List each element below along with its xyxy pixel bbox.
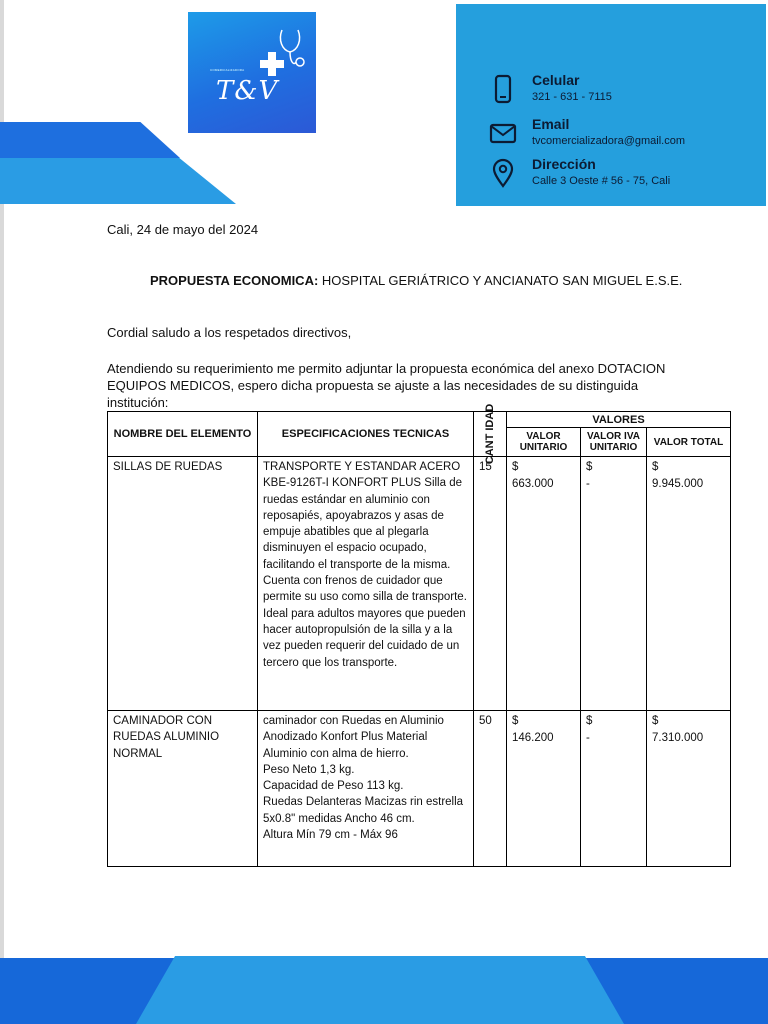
table-row bbox=[108, 457, 731, 711]
header-name: NOMBRE DEL ELEMENTO bbox=[108, 412, 258, 457]
cell-total bbox=[647, 711, 731, 867]
cell-iva bbox=[581, 711, 647, 867]
total-value: 7.310.000 bbox=[652, 732, 704, 744]
letter-subject bbox=[150, 273, 682, 288]
cell-qty: 15 bbox=[474, 457, 507, 711]
contact-phone bbox=[488, 72, 612, 104]
letter-date: Cali, 24 de mayo del 2024 bbox=[107, 222, 259, 237]
header-qty bbox=[474, 403, 507, 465]
phone-icon bbox=[488, 74, 518, 104]
contact-address bbox=[488, 156, 670, 188]
cell-total bbox=[647, 457, 731, 711]
location-pin-icon bbox=[488, 158, 518, 188]
cell-qty: 50 bbox=[474, 711, 507, 867]
contact-email bbox=[488, 116, 685, 148]
letter-intro: Atendiendo su requerimiento me permito adjuntar la propuesta económica del anexo DOTACION EQUIPOS MEDICOS, espero dicha propuesta se ajuste a las necesidades de su distinguida institución: bbox=[107, 361, 666, 410]
logo-text: T&V bbox=[216, 76, 279, 106]
table-header-row bbox=[108, 412, 731, 428]
header-iva: VALOR IVA UNITARIO bbox=[581, 428, 647, 457]
currency-symbol: $ bbox=[652, 715, 659, 727]
header-specs: ESPECIFICACIONES TECNICAS bbox=[258, 412, 474, 457]
currency-symbol: $ bbox=[512, 715, 519, 727]
logo-tagline: COMERCIALIZADORA bbox=[210, 68, 245, 72]
cell-name: SILLAS DE RUEDAS bbox=[108, 457, 258, 711]
iva-value: - bbox=[586, 478, 590, 490]
currency-symbol: $ bbox=[652, 461, 659, 473]
contact-panel bbox=[456, 4, 766, 206]
cell-name: CAMINADOR CON RUEDAS ALUMINIO NORMAL bbox=[108, 711, 258, 867]
currency-symbol: $ bbox=[586, 461, 593, 473]
cell-iva bbox=[581, 457, 647, 711]
currency-symbol: $ bbox=[512, 461, 519, 473]
header-decoration-light bbox=[0, 158, 236, 204]
letter-greeting: Cordial saludo a los respetados directivos, bbox=[107, 325, 352, 340]
cell-unit bbox=[507, 711, 581, 867]
subject-label: PROPUESTA ECONOMICA: bbox=[150, 273, 319, 288]
cell-specs: TRANSPORTE Y ESTANDAR ACERO KBE-9126T-I KONFORT PLUS Silla de ruedas estándar en aluminio con reposapiés, apoyabrazos y asas de empuje abatibles que al plegarla disminuyen el espacio ocupado, facilitando el transporte de la misma. Cuenta con frenos de cuidador que permite su uso como silla de transporte. Ideal para adultos mayores que pueden hacer autopropulsión de la silla y a la vez pueden requerir del cuidado de un tercero que los transporte. bbox=[258, 457, 474, 711]
contact-value: tvcomercializadora@gmail.com bbox=[532, 135, 685, 147]
contact-value: 321 - 631 - 7115 bbox=[532, 91, 612, 103]
contact-label: Celular bbox=[532, 72, 580, 88]
currency-symbol: $ bbox=[586, 715, 593, 727]
company-logo bbox=[188, 12, 316, 133]
subject-text: HOSPITAL GERIÁTRICO Y ANCIANATO SAN MIGUEL E.S.E. bbox=[318, 273, 683, 288]
header-total: VALOR TOTAL bbox=[647, 428, 731, 457]
iva-value: - bbox=[586, 732, 590, 744]
mail-icon bbox=[488, 118, 518, 148]
header-unit: VALOR UNITARIO bbox=[507, 428, 581, 457]
total-value: 9.945.000 bbox=[652, 478, 704, 490]
table-row bbox=[108, 711, 731, 867]
cell-unit bbox=[507, 457, 581, 711]
cell-specs: caminador con Ruedas en Aluminio Anodizado Konfort Plus Material Aluminio con alma de hierro. Peso Neto 1,3 kg. Capacidad de Peso 113 kg. Ruedas Delanteras Macizas rin estrella 5x0.8" medidas Ancho 46 cm. Altura Mín 79 cm - Máx 96 bbox=[258, 711, 474, 867]
contact-value: Calle 3 Oeste # 56 - 75, Cali bbox=[532, 175, 671, 187]
medical-cross-icon bbox=[260, 52, 284, 76]
header-values: VALORES bbox=[507, 412, 731, 428]
contact-label: Email bbox=[532, 116, 570, 132]
footer-decoration-light bbox=[136, 956, 624, 1024]
unit-value: 146.200 bbox=[512, 732, 554, 744]
header-qty-text: CANT IDAD bbox=[484, 403, 496, 465]
unit-value: 663.000 bbox=[512, 478, 554, 490]
contact-label: Dirección bbox=[532, 156, 596, 172]
header-decoration-dark bbox=[0, 122, 180, 158]
quote-table bbox=[107, 403, 731, 867]
